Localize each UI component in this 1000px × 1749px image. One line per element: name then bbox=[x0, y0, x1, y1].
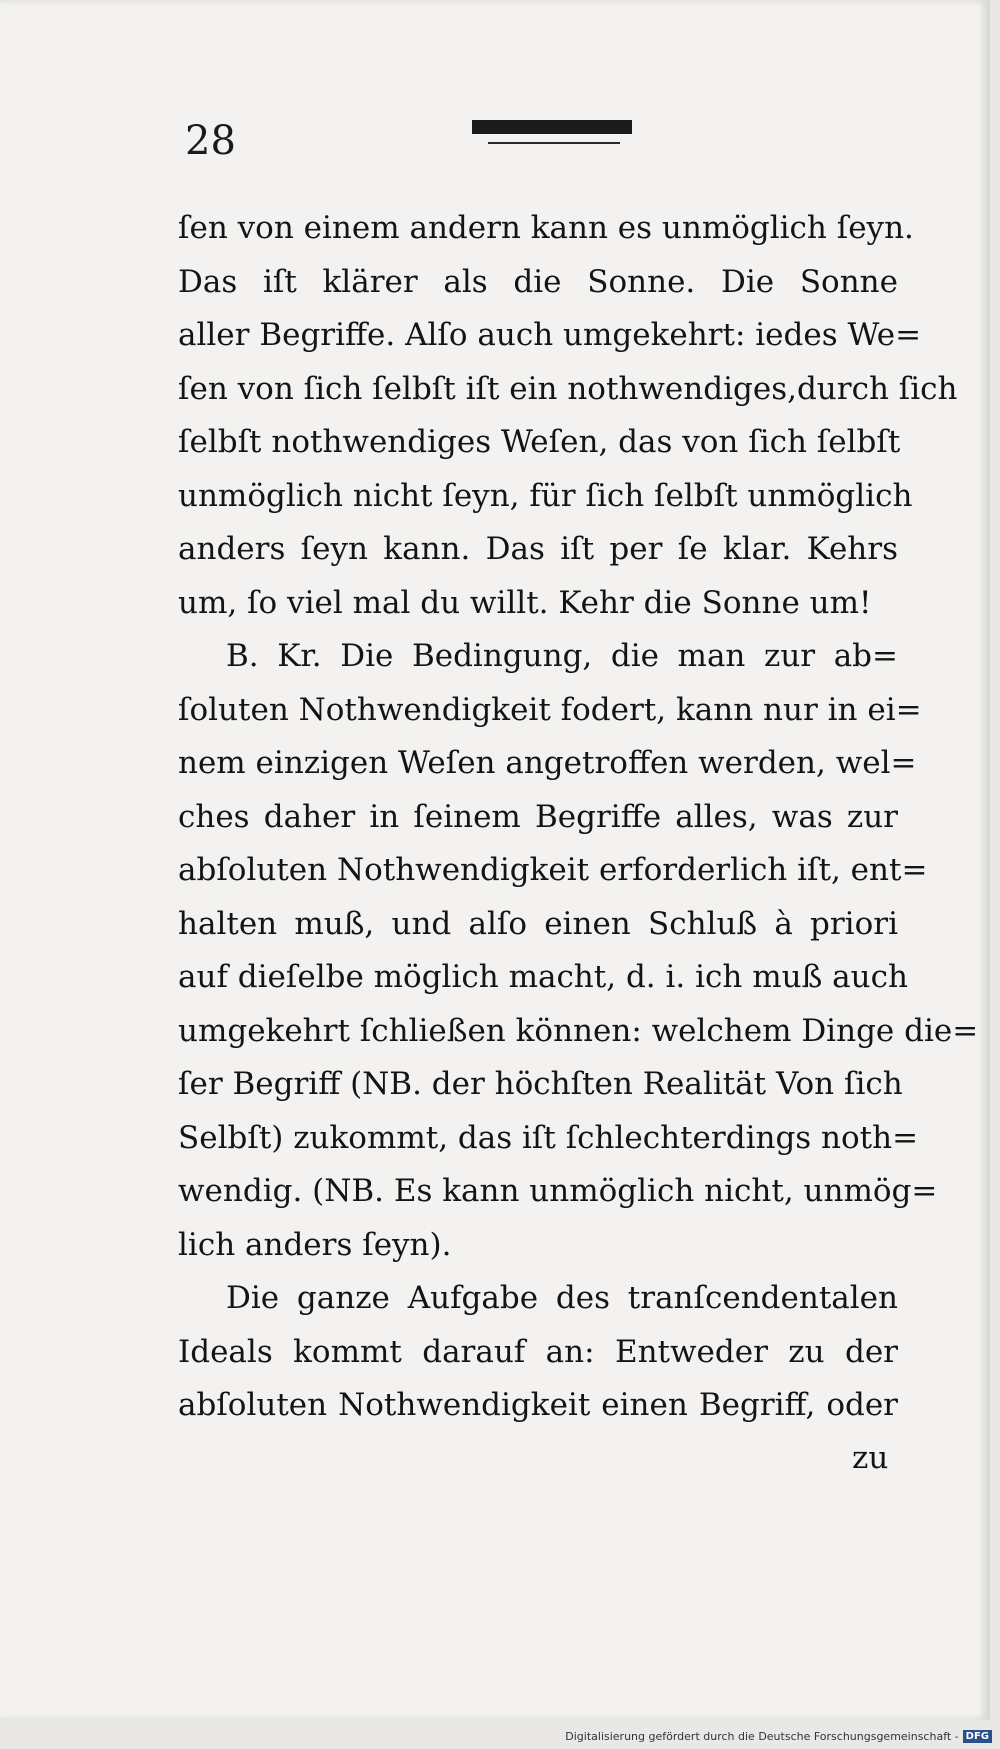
text-line: ſoluten Nothwendigkeit fodert, kann nur in ei= bbox=[178, 691, 922, 728]
text-line: anders ſeyn kann. Das iſt per ſe klar. Kehrs bbox=[178, 531, 898, 567]
text-line: halten muß, und alſo einen Schluß à priori bbox=[178, 905, 898, 942]
header-ornament bbox=[472, 120, 632, 134]
dfg-logo: DFG bbox=[963, 1730, 992, 1743]
text-line: ches daher in ſeinem Begriffe alles, was zur bbox=[178, 798, 898, 835]
text-line: wendig. (NB. Es kann unmöglich nicht, unmög= bbox=[178, 1173, 938, 1209]
text-line: Ideals kommt darauf an: Entweder zu der bbox=[178, 1333, 898, 1370]
text-line: unmöglich nicht ſeyn, für ſich ſelbſt unmöglich bbox=[178, 477, 913, 514]
text-line: abſoluten Nothwendigkeit erforderlich iſt, ent= bbox=[178, 852, 928, 888]
footer-text: Digitalisierung gefördert durch die Deutsche Forschungsgemeinschaft - bbox=[565, 1730, 959, 1743]
page-number: 28 bbox=[185, 118, 236, 164]
text-line: Das iſt klärer als die Sonne. Die Sonne bbox=[178, 263, 898, 300]
text-line: ſelbſt nothwendiges Weſen, das von ſich ſelbſt bbox=[178, 424, 901, 460]
text-line: B. Kr. Die Bedingung, die man zur ab= bbox=[226, 638, 898, 674]
header-ornament-rule bbox=[488, 142, 620, 144]
text-line: aller Begriffe. Alſo auch umgekehrt: iedes We= bbox=[178, 317, 922, 353]
text-line: nem einzigen Weſen angetroffen werden, wel= bbox=[178, 745, 917, 781]
digitization-footer bbox=[565, 1730, 992, 1743]
text-line: lich anders ſeyn). bbox=[178, 1226, 452, 1263]
text-line: Die ganze Aufgabe des tranſcendentalen bbox=[226, 1280, 898, 1316]
text-line: ſen von ſich ſelbſt iſt ein nothwendiges,durch ſich bbox=[178, 370, 958, 407]
text-line: auf dieſelbe möglich macht, d. i. ich muß auch bbox=[178, 959, 908, 995]
catchword: zu bbox=[852, 1440, 889, 1476]
text-line: Selbſt) zukommt, das iſt ſchlechterdings noth= bbox=[178, 1119, 919, 1156]
body-text bbox=[178, 202, 979, 1433]
text-line: umgekehrt ſchließen können: welchem Dinge die= bbox=[178, 1012, 979, 1049]
text-line: abſoluten Nothwendigkeit einen Begriff, oder bbox=[178, 1387, 898, 1423]
text-line: ſer Begriff (NB. der höchſten Realität Von ſich bbox=[178, 1066, 903, 1102]
text-line: ſen von einem andern kann es unmöglich ſeyn. bbox=[178, 210, 914, 246]
text-line: um, ſo viel mal du willt. Kehr die Sonne um! bbox=[178, 584, 872, 621]
